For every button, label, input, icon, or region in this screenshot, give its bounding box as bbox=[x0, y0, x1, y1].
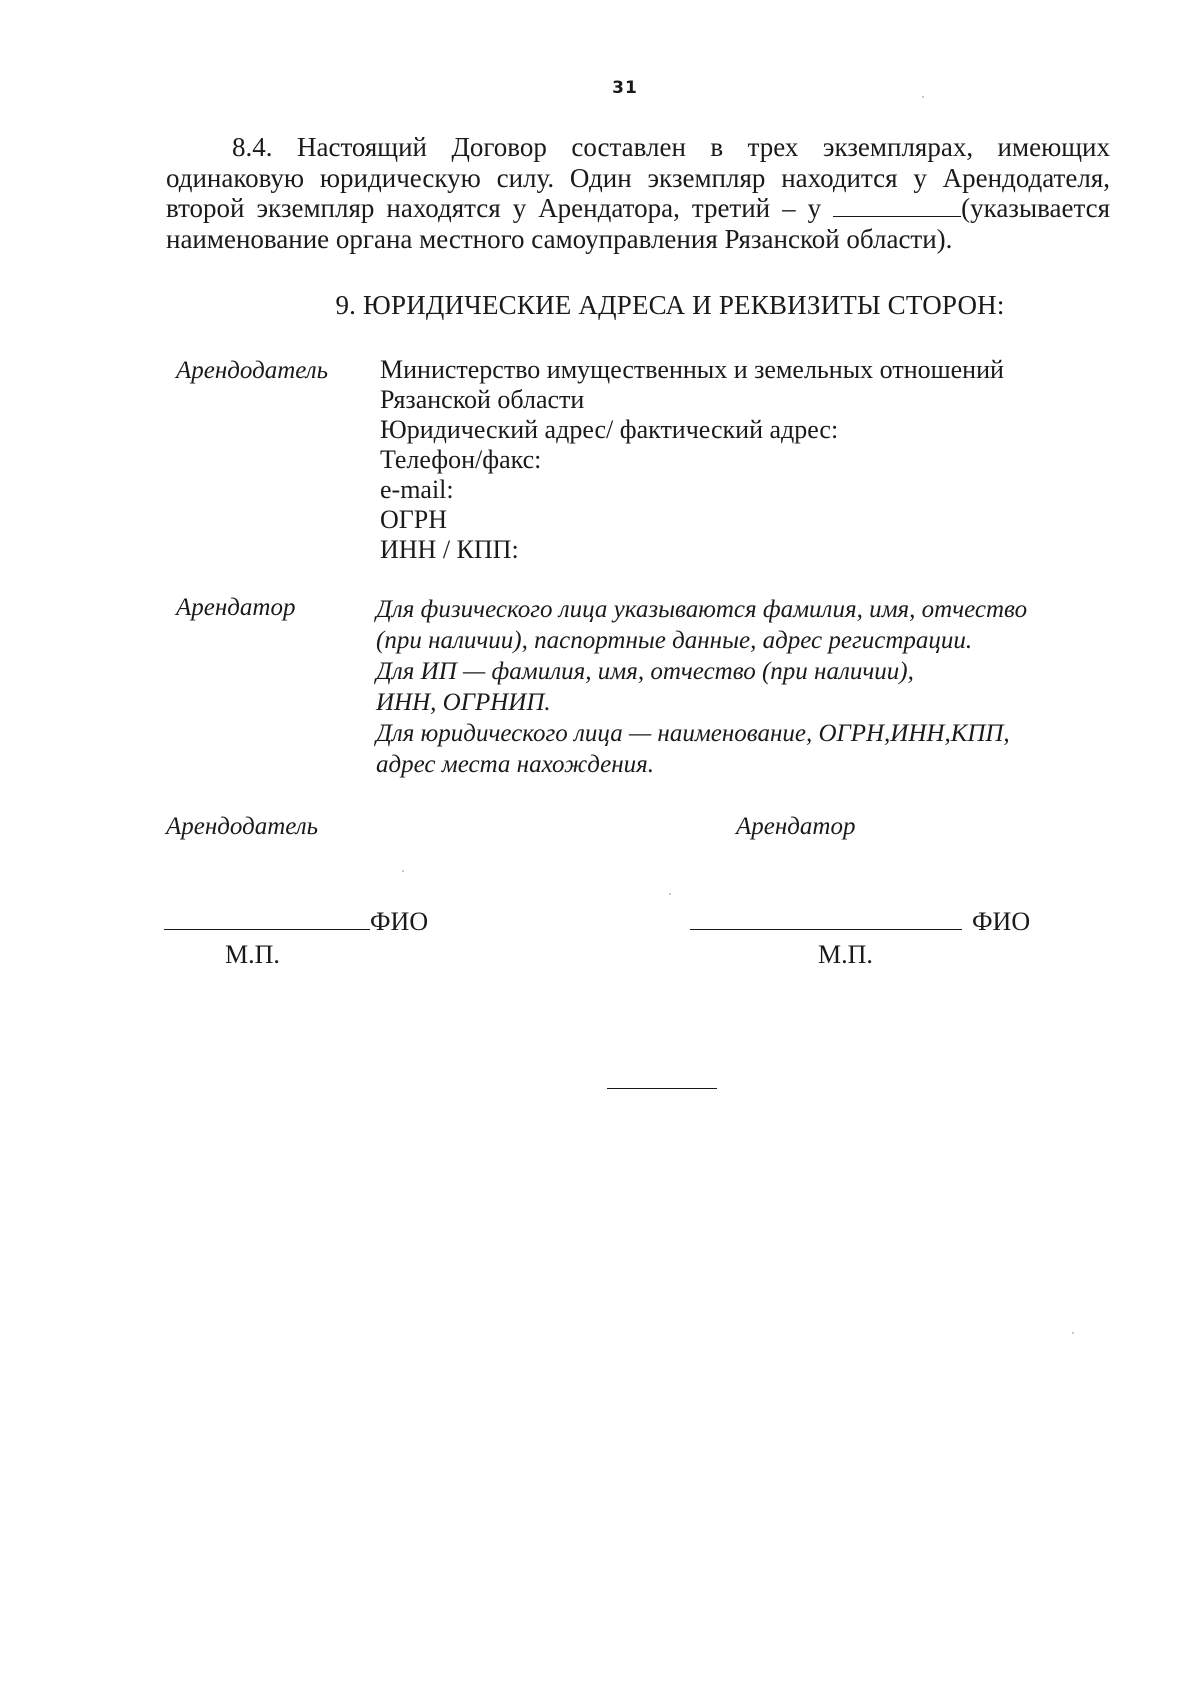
section-heading: 9. ЮРИДИЧЕСКИЕ АДРЕСА И РЕКВИЗИТЫ СТОРОН: bbox=[335, 290, 1005, 320]
tenant-name-caption: ФИО bbox=[972, 907, 1031, 936]
landlord-details bbox=[380, 355, 1004, 565]
landlord-name-caption: ФИО bbox=[370, 907, 429, 936]
tenant-signature-block bbox=[690, 905, 1030, 937]
landlord-label: Арендодатель bbox=[176, 357, 329, 384]
signature-landlord-label: Арендодатель bbox=[166, 813, 319, 840]
landlord-detail-line: Юридический адрес/ фактический адрес: bbox=[380, 415, 839, 444]
paragraph-line-text: второй экземпляр находятся у Арендатора, третий – у bbox=[166, 193, 822, 223]
landlord-detail-line: Министерство имущественных и земельных отношений bbox=[380, 355, 1004, 384]
paragraph-line-text: (указывается bbox=[961, 193, 1111, 223]
paragraph-line: 8.4. Настоящий Договор составлен в трех экземплярах, имеющих bbox=[232, 132, 1110, 162]
landlord-detail-line: ИНН / КПП: bbox=[380, 535, 519, 564]
landlord-seal-mark: М.П. bbox=[225, 940, 280, 969]
paragraph-8-4 bbox=[166, 132, 1110, 254]
landlord-signature-block bbox=[164, 905, 428, 937]
scan-speck bbox=[922, 96, 924, 98]
page-number: 31 bbox=[612, 78, 638, 98]
paragraph-line: одинаковую юридическую силу. Один экземпляр находится у Арендодателя, bbox=[166, 162, 1110, 193]
end-of-document-rule bbox=[607, 1088, 717, 1089]
tenant-signature-line bbox=[690, 905, 962, 930]
landlord-signature-line bbox=[164, 905, 370, 930]
tenant-detail-line: адрес места нахождения. bbox=[376, 751, 655, 778]
landlord-detail-line: Рязанской области bbox=[380, 385, 585, 414]
tenant-detail-line: Для ИП — фамилия, имя, отчество (при наличии), bbox=[376, 658, 914, 685]
tenant-label: Арендатор bbox=[176, 594, 296, 621]
scan-speck bbox=[402, 870, 404, 872]
paragraph-line: наименование органа местного самоуправления Рязанской области). bbox=[166, 223, 953, 254]
landlord-detail-line: e-mail: bbox=[380, 475, 454, 504]
signature-tenant-label: Арендатор bbox=[736, 813, 856, 840]
landlord-detail-line: ОГРН bbox=[380, 505, 448, 534]
blank-field-line bbox=[833, 194, 961, 217]
tenant-detail-line: Для физического лица указываются фамилия, имя, отчество bbox=[376, 596, 1028, 623]
tenant-detail-line: ИНН, ОГРНИП. bbox=[376, 689, 551, 716]
landlord-detail-line: Телефон/факс: bbox=[380, 445, 542, 474]
tenant-detail-line: (при наличии), паспортные данные, адрес регистрации. bbox=[376, 627, 973, 654]
tenant-detail-line: Для юридического лица — наименование, ОГРН,ИНН,КПП, bbox=[376, 720, 1010, 747]
tenant-details bbox=[376, 594, 1027, 780]
scan-speck bbox=[1072, 1332, 1074, 1334]
paragraph-line-with-blank bbox=[166, 193, 1110, 224]
tenant-seal-mark: М.П. bbox=[818, 940, 873, 969]
scan-speck bbox=[669, 893, 671, 895]
